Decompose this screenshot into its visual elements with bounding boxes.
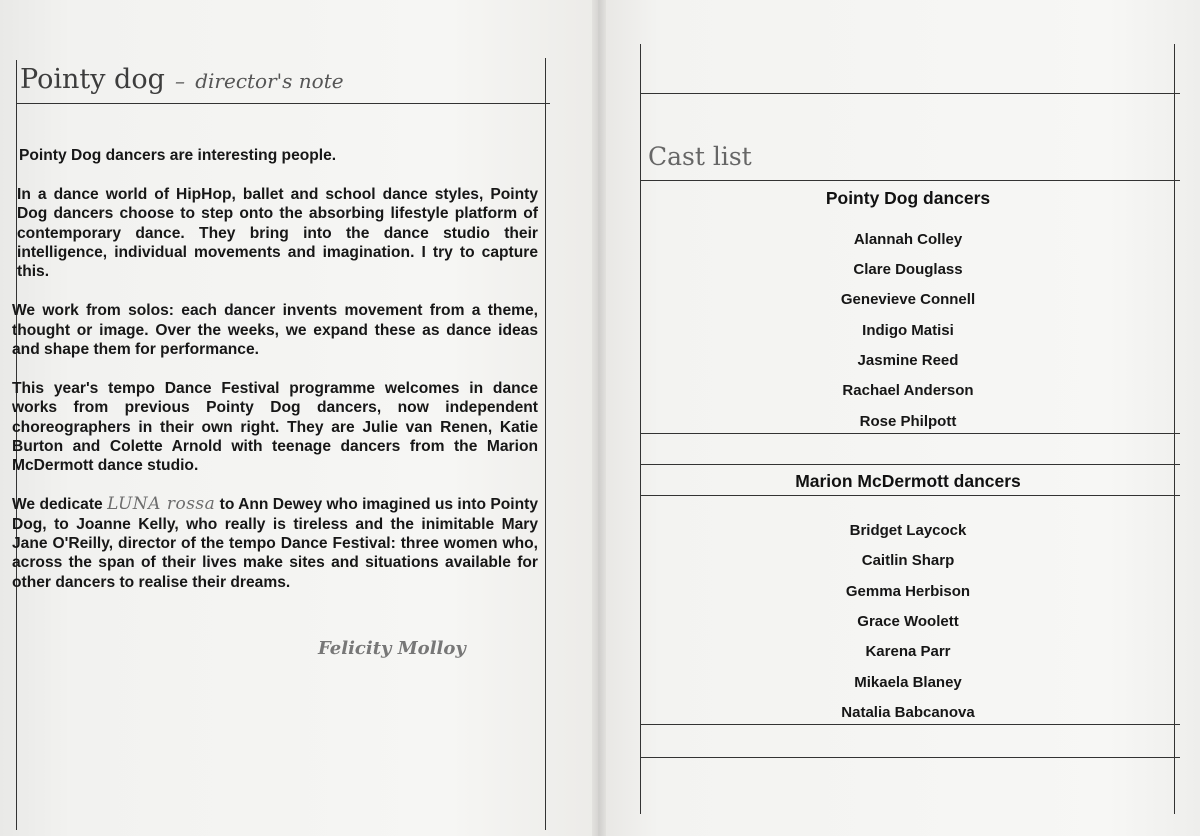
top-rule	[640, 93, 1180, 94]
bottom-rule	[640, 757, 1180, 758]
note-title-separator: –	[175, 69, 186, 93]
group-heading-pointy-dog: Pointy Dog dancers	[825, 188, 991, 208]
dancer-name: Bridget Laycock	[849, 522, 967, 539]
cast-title-rule	[640, 180, 1180, 181]
dedication-text: to Ann Dewey who imagined us into Pointy Dog, to Joanne Kelly, who really is tireless and the inimitable Mary Jane O'Reilly, director of the tempo Dance Festival: three women who, across the span of their lives make sites and situations available for other dancers to realise their dreams.	[12, 496, 538, 591]
page-gutter	[592, 0, 606, 836]
dancer-name: Alannah Colley	[853, 231, 963, 248]
note-title-subtitle: director's note	[195, 69, 344, 93]
dancer-name: Clare Douglass	[853, 261, 963, 278]
dancer-name: Indigo Matisi	[862, 322, 954, 339]
dancer-name: Karena Parr	[865, 643, 951, 660]
group2-top-rule	[640, 464, 1180, 465]
dancer-name: Gemma Herbison	[845, 583, 971, 600]
dedication-intro: We dedicate	[12, 496, 103, 514]
note-title-main: Pointy dog	[20, 64, 165, 95]
dancer-name: Mikaela Blaney	[854, 674, 962, 691]
dancer-name: Rose Philpott	[859, 413, 957, 430]
dancer-name: Genevieve Connell	[840, 291, 976, 308]
dancer-name: Natalia Babcanova	[841, 704, 975, 721]
dancer-name: Caitlin Sharp	[861, 552, 955, 569]
dancer-name: Rachael Anderson	[842, 382, 974, 399]
dancer-name: Jasmine Reed	[857, 352, 959, 369]
directors-note-title	[20, 58, 344, 96]
group1-bottom-rule	[640, 433, 1180, 434]
dancer-name: Grace Woolett	[857, 613, 959, 630]
title-underline	[16, 103, 550, 104]
note-paragraph-5	[12, 495, 538, 592]
group2-bottom-rule	[640, 724, 1180, 725]
directors-note-body	[12, 146, 538, 612]
group-heading-marion-mcdermott: Marion McDermott dancers	[795, 471, 1021, 491]
left-page-right-border	[545, 58, 546, 830]
work-title-luna-rossa: LUNA rossa	[107, 494, 216, 515]
cast-list-title: Cast list	[648, 142, 752, 171]
note-paragraph-4: This year's tempo Dance Festival programme welcomes in dance works from previous Pointy Dog dancers, now independent choreographers in their own right. They are Julie van Renen, Katie Burton and Colette Arnold with teenage dancers from the Marion McDermott dance studio.	[12, 379, 538, 475]
group2-heading-rule	[640, 495, 1180, 496]
note-paragraph-1: Pointy Dog dancers are interesting people.	[19, 147, 337, 164]
signature: Felicity Molloy	[318, 638, 466, 659]
note-paragraph-3: We work from solos: each dancer invents movement from a theme, thought or image. Over the weeks, we expand these as dance ideas and shape them for performance.	[12, 302, 538, 359]
note-paragraph-2: In a dance world of HipHop, ballet and school dance styles, Pointy Dog dancers choose to step onto the absorbing lifestyle platform of contemporary dance. They bring into the dance studio their intelligence, individual movements and imagination. I try to capture this.	[17, 185, 538, 281]
